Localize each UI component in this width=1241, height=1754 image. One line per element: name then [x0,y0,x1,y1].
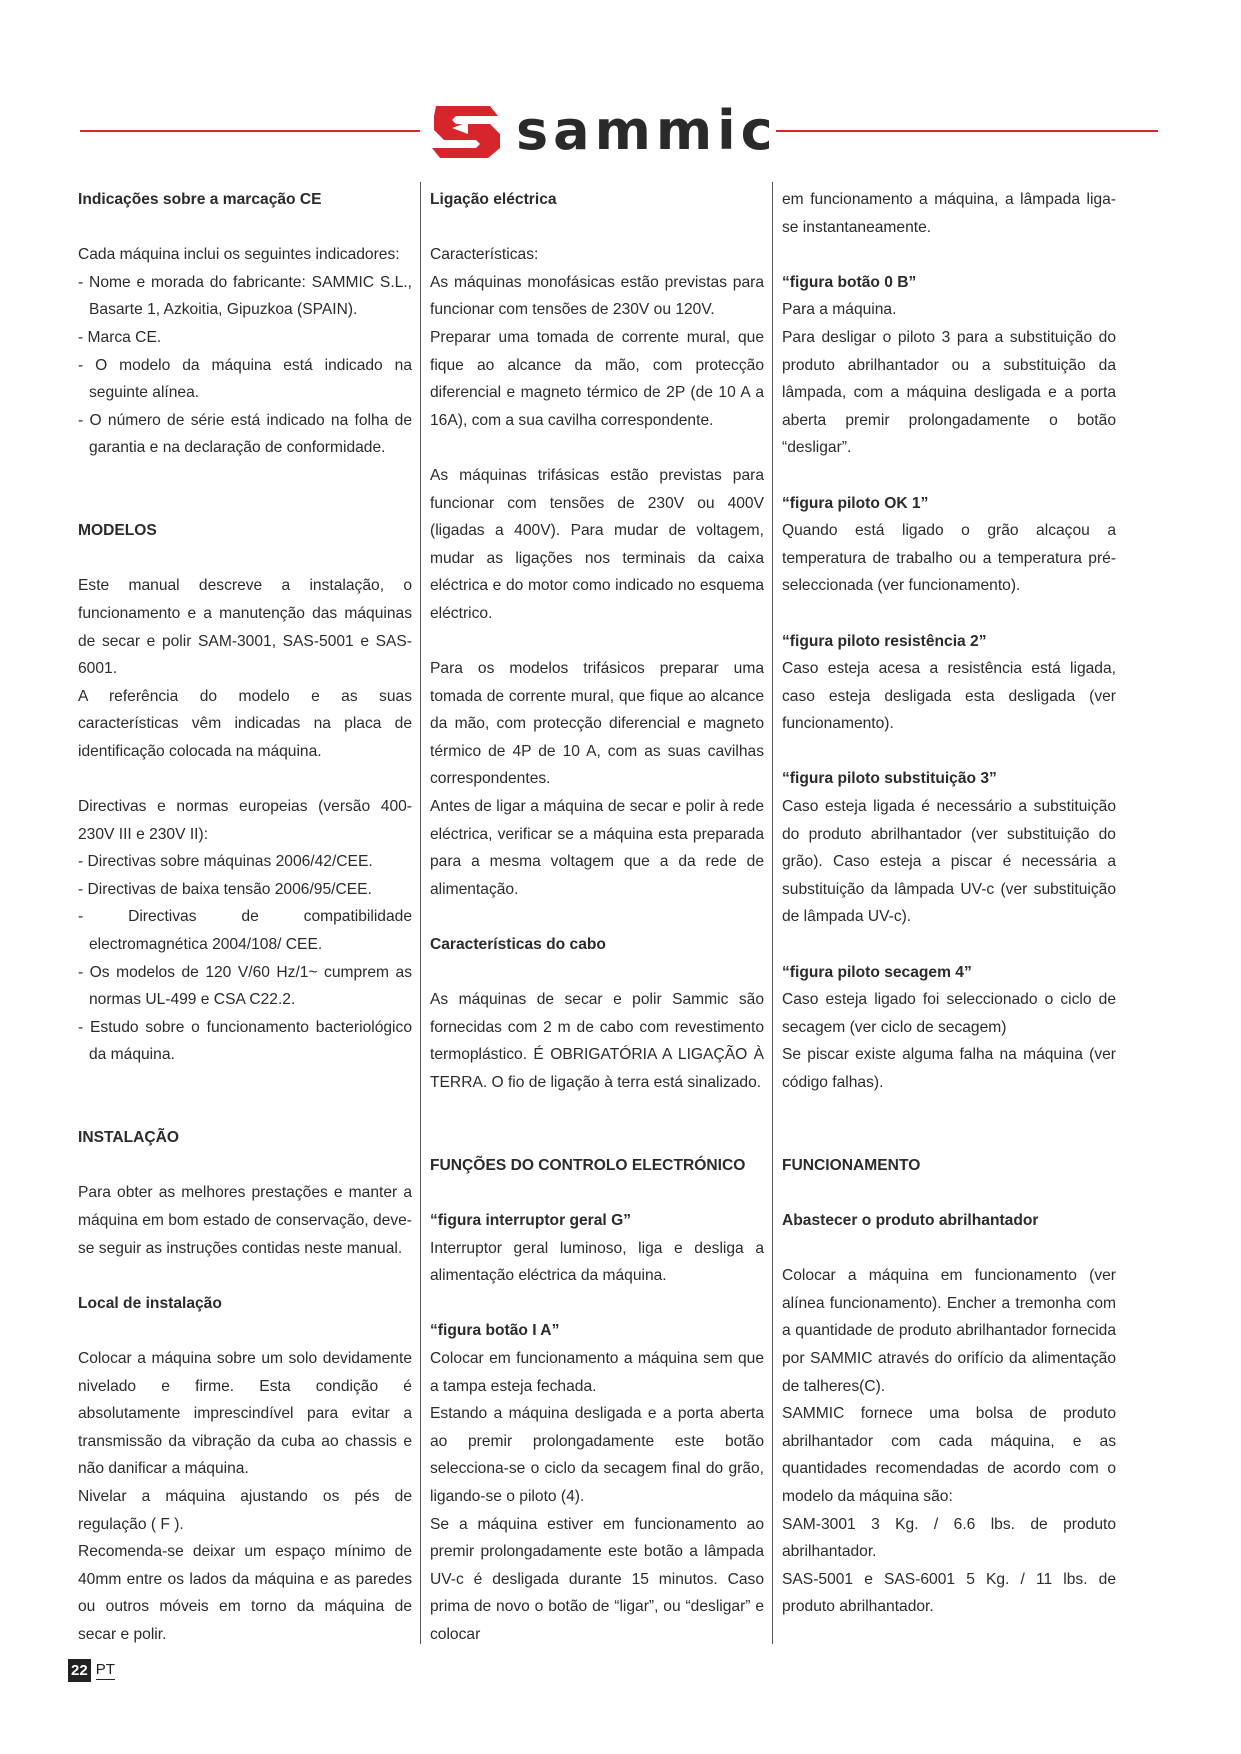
paragraph-spacer [78,1262,412,1290]
body-paragraph: Cada máquina inclui os seguintes indicadores: [78,246,400,264]
section-heading: MODELOS [78,522,157,540]
paragraph-spacer [782,462,1116,490]
list-item: - O número de série está indicado na folha de garantia e na declaração de conformidade. [78,411,412,457]
paragraph-spacer [430,628,764,656]
section-heading: “figura piloto secagem 4” [782,963,972,981]
section-heading: FUNÇÕES DO CONTROLO ELECTRÓNICO [430,1156,746,1174]
column-left [78,186,412,1648]
page-number: 22 [68,1659,91,1682]
paragraph-spacer [78,1097,412,1125]
body-paragraph: SAM-3001 3 Kg. / 6.6 lbs. de produto abrilhantador. [782,1515,1116,1561]
list-item: - O modelo da máquina está indicado na seguinte alínea. [78,356,412,402]
paragraph-spacer [782,1179,1116,1207]
paragraph-spacer [782,241,1116,269]
body-paragraph: Caso esteja acesa a resistência está ligada, caso esteja desligada esta desligada (ver funcionamento). [782,660,1116,733]
paragraph-spacer [430,214,764,242]
body-paragraph: Para obter as melhores prestações e manter a máquina em bom estado de conservação, deve-se seguir as instruções contidas neste manual. [78,1184,412,1257]
paragraph-spacer [782,1235,1116,1263]
paragraph-spacer [430,1179,764,1207]
paragraph-spacer [78,490,412,518]
body-paragraph: SAMMIC fornece uma bolsa de produto abrilhantador com cada máquina, e as quantidades recomendadas de acordo com o modelo da máquina são: [782,1405,1116,1505]
section-heading: “figura piloto OK 1” [782,494,929,512]
paragraph-spacer [78,214,412,242]
section-heading: “figura piloto resistência 2” [782,632,987,650]
paragraph-spacer [430,959,764,987]
body-paragraph: As máquinas de secar e polir Sammic são fornecidas com 2 m de cabo com revestimento termoplástico. É OBRIGATÓRIA A LIGAÇÃO À TERRA. O fio de ligação à terra está sinalizado. [430,991,764,1091]
body-paragraph: Directivas e normas europeias (versão 400-230V III e 230V II): [78,798,412,843]
paragraph-spacer [78,1152,412,1180]
paragraph-spacer [782,738,1116,766]
section-heading: INSTALAÇÃO [78,1129,180,1147]
body-paragraph: A referência do modelo e as suas características vêm indicadas na placa de identificação colocada na máquina. [78,687,412,760]
list-item: - Os modelos de 120 V/60 Hz/1~ cumprem as normas UL-499 e CSA C22.2. [78,963,412,1009]
body-paragraph: Nivelar a máquina ajustando os pés de regulação ( F ). [78,1487,412,1533]
list-item: - Directivas sobre máquinas 2006/42/CEE. [78,853,373,871]
header-rule-left [80,130,420,132]
paragraph-spacer [430,1124,764,1152]
body-paragraph: Antes de ligar a máquina de secar e polir à rede eléctrica, verificar se a máquina esta preparada para a mesma voltagem que a da rede de alimentação. [430,798,764,898]
body-paragraph: Características: [430,246,539,264]
section-heading: Ligação eléctrica [430,191,557,208]
column-right [782,186,1116,1621]
body-paragraph: Caso esteja ligado foi seleccionado o ciclo de secagem (ver ciclo de secagem) [782,991,1116,1036]
section-heading: “figura interruptor geral G” [430,1211,632,1229]
paragraph-spacer [430,434,764,462]
header-rule-right [776,130,1158,132]
paragraph-spacer [782,931,1116,959]
body-paragraph: Se a máquina estiver em funcionamento ao premir prolongadamente este botão a lâmpada UV-c é desligada durante 15 minutos. Caso prima de novo o botão de “ligar”, ou “desligar” e colocar [430,1515,764,1643]
section-heading: Local de instalação [78,1294,222,1312]
section-heading: Características do cabo [430,936,606,954]
column-divider-1 [420,182,421,1644]
column-middle [430,186,764,1648]
section-heading: Abastecer o produto abrilhantador [782,1211,1039,1229]
list-item: - Directivas de compatibilidade electromagnética 2004/108/ CEE. [78,908,412,954]
body-paragraph: SAS-5001 e SAS-6001 5 Kg. / 11 lbs. de produto abrilhantador. [782,1570,1116,1616]
paragraph-spacer [78,545,412,573]
paragraph-spacer [782,1097,1116,1125]
body-paragraph: Para desligar o piloto 3 para a substituição do produto abrilhantador ou a substituição da lâmpada, com a máquina desligada e a porta aberta premir prolongadamente o botão “desligar”. [782,328,1116,457]
paragraph-spacer [430,903,764,931]
section-heading: “figura botão 0 B” [782,273,917,291]
sammic-s-icon [428,98,506,164]
body-paragraph: Caso esteja ligada é necessário a substituição do produto abrilhantador (ver substituição do grão). Caso esteja a piscar é necessária a substituição da lâmpada UV-c (ver substituição de lâmpada UV-c). [782,798,1116,926]
column-divider-2 [772,182,773,1644]
section-heading: “figura piloto substituição 3” [782,770,997,788]
body-paragraph: Para os modelos trifásicos preparar uma tomada de corrente mural, que fique ao alcance da mão, com protecção diferencial e magneto térmico de 4P de 10 A, com as suas cavilhas correspondentes. [430,660,764,788]
page-footer [68,1658,115,1682]
paragraph-spacer [78,1069,412,1097]
body-paragraph: Este manual descreve a instalação, o funcionamento e a manutenção das máquinas de secar e polir SAM-3001, SAS-5001 e SAS-6001. [78,577,412,678]
list-item: - Directivas de baixa tensão 2006/95/CEE. [78,880,372,898]
body-paragraph: Colocar a máquina em funcionamento (ver alínea funcionamento). Encher a tremonha com a quantidade de produto abrilhantador fornecida por SAMMIC através do orifício da alimentação de talheres(C). [782,1267,1116,1395]
paragraph-spacer [430,1097,764,1125]
body-paragraph: Quando está ligado o grão alcaçou a temperatura de trabalho ou a temperatura pré-seleccionada (ver funcionamento). [782,522,1116,595]
body-paragraph: Estando a máquina desligada e a porta aberta ao premir prolongadamente este botão selecciona-se o ciclo da secagem final do grão, ligando-se o piloto (4). [430,1405,764,1505]
list-item: - Marca CE. [78,328,162,346]
paragraph-spacer [78,1317,412,1345]
sammic-logo [428,98,778,164]
body-paragraph: Recomenda-se deixar um espaço mínimo de 40mm entre os lados da máquina e as paredes ou outros móveis em torno da máquina de secar e polir. [78,1543,412,1643]
section-heading: Indicações sobre a marcação CE [78,191,322,208]
paragraph-spacer [782,600,1116,628]
body-paragraph: As máquinas trifásicas estão previstas para funcionar com tensões de 230V ou 400V (ligadas a 400V). Para mudar de voltagem, mudar as ligações nos terminais da caixa eléctrica e do motor como indicado no esquema eléctrico. [430,466,764,622]
paragraph-spacer [782,1124,1116,1152]
list-item: - Estudo sobre o funcionamento bacteriológico da máquina. [78,1018,412,1064]
body-paragraph: Colocar a máquina sobre um solo devidamente nivelado e firme. Esta condição é absolutamente imprescindível para evitar a transmissão da vibração da cuba ao chassis e não danificar a máquina. [78,1349,412,1478]
brand-name: sammic [516,99,778,162]
body-paragraph: Interruptor geral luminoso, liga e desliga a alimentação eléctrica da máquina. [430,1239,764,1285]
body-paragraph: Preparar uma tomada de corrente mural, que fique ao alcance da mão, com protecção diferencial e magneto térmico de 2P (de 10 A a 16A), com a sua cavilha correspondente. [430,328,764,429]
paragraph-spacer [78,765,412,793]
paragraph-spacer [78,462,412,490]
body-paragraph: Se piscar existe alguma falha na máquina (ver código falhas). [782,1046,1116,1091]
section-heading: “figura botão I A” [430,1322,560,1340]
list-item: - Nome e morada do fabricante: SAMMIC S.L., Basarte 1, Azkoitia, Gipuzkoa (SPAIN). [78,273,412,319]
paragraph-spacer [430,1290,764,1318]
body-paragraph: Para a máquina. [782,301,897,319]
section-heading: FUNCIONAMENTO [782,1156,921,1174]
page-language: PT [95,1661,115,1678]
body-paragraph: Colocar em funcionamento a máquina sem que a tampa esteja fechada. [430,1349,764,1395]
body-paragraph: As máquinas monofásicas estão previstas para funcionar com tensões de 230V ou 120V. [430,273,764,319]
body-paragraph: em funcionamento a máquina, a lâmpada liga-se instantaneamente. [782,191,1116,236]
